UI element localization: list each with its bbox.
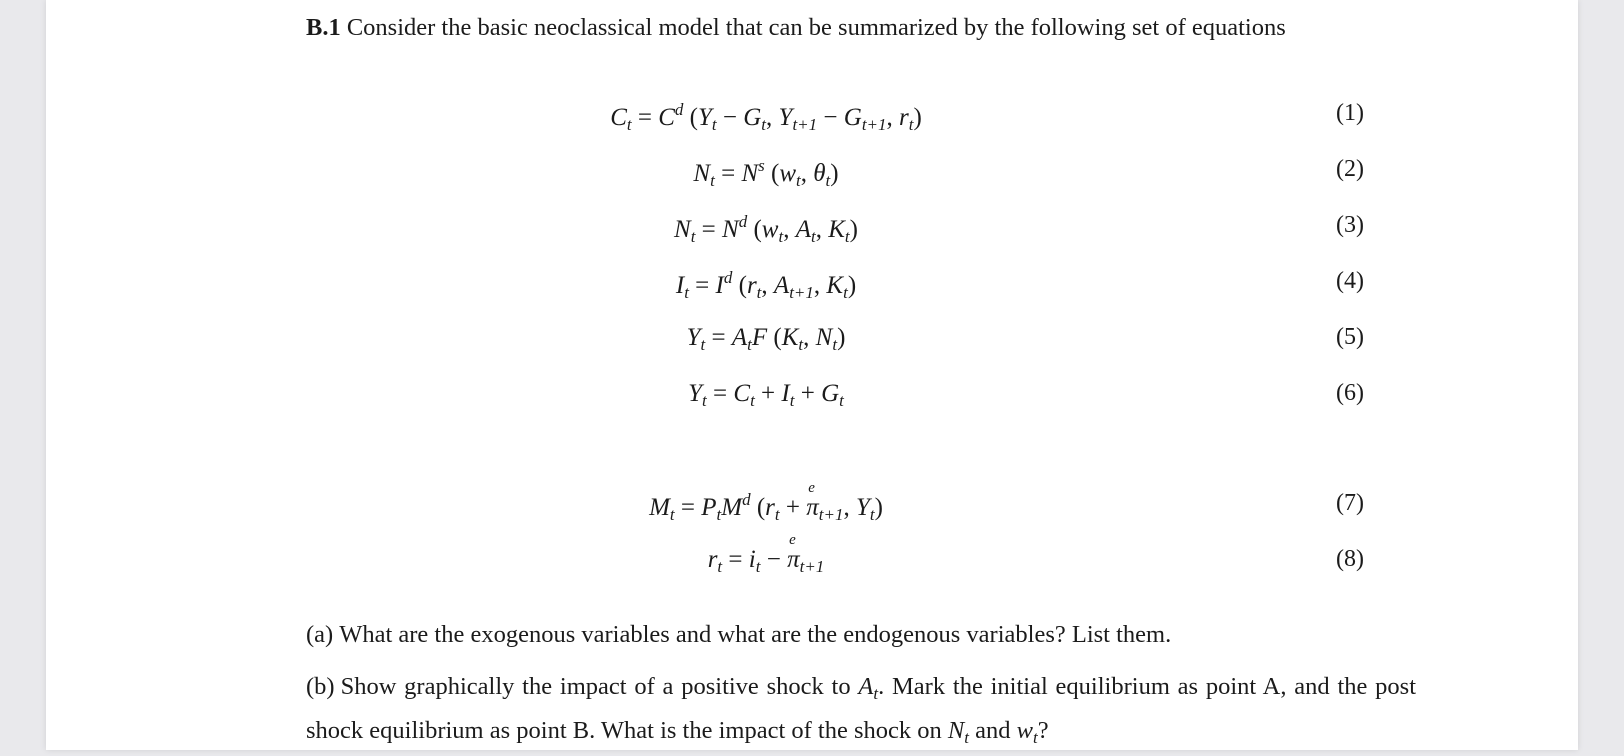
part-b-text-3: and the post shock equilibrium as point B. What is the impact of the shock on <box>306 673 1417 744</box>
equation-3 <box>46 212 1578 252</box>
equation-6 <box>46 380 1578 420</box>
part-b-text-5: ? <box>1037 717 1049 744</box>
question-intro: Consider the basic neoclassical model that can be summarized by the following set of equations <box>346 14 1286 41</box>
equation-4 <box>46 268 1578 308</box>
equation-2 <box>46 156 1578 196</box>
equation-5-number: (5) <box>1336 324 1364 350</box>
equation-8-body: $r_t = i_t - \pi$ e $_{t+1}$ <box>707 532 825 576</box>
question-number: B.1 <box>306 14 341 41</box>
part-a-label: (a) <box>306 621 334 648</box>
part-b-text-2: . Mark the initial equilibrium as point A, <box>878 673 1287 700</box>
question-header <box>306 14 1286 42</box>
part-a <box>306 616 1416 653</box>
equation-1-body: $C_t = C^d$ ($Y_t - G_t$, $Y_{t+1} - G_{t+1}$, $r_t$) <box>610 100 922 134</box>
equation-6-number: (6) <box>1336 380 1364 406</box>
equation-3-number: (3) <box>1336 212 1364 238</box>
part-b-text-1: Show graphically the impact of a positive shock to <box>340 673 851 700</box>
equation-8-number: (8) <box>1336 546 1364 572</box>
document-page <box>46 0 1578 750</box>
equation-7-body: $M_t = P_tM^d$ ($r_t + \pi$ e $_{t+1}$, $Y_t$) <box>649 480 883 524</box>
equation-2-body: $N_t = N^s$ ($w_t$, $\theta_t$) <box>693 156 839 190</box>
part-b-label: (b) <box>306 673 335 700</box>
equation-2-number: (2) <box>1336 156 1364 182</box>
part-b: (b) Show graphically the impact of a positive shock to $A_t$. Mark the initial equilibrium as point A, and the post shock equilibrium as point B. What is the impact of the shock on $N_t$ and $w_t$? <box>306 673 1417 747</box>
equation-7 <box>46 480 1578 530</box>
equation-5 <box>46 324 1578 364</box>
part-b-text-4: and <box>975 717 1011 744</box>
equation-1-number: (1) <box>1336 100 1364 126</box>
equation-5-body: $Y_t = A_tF$ ($K_t$, $N_t$) <box>686 324 846 354</box>
equation-4-number: (4) <box>1336 268 1364 294</box>
equation-4-body: $I_t = I^d$ ($r_t$, $A_{t+1}$, $K_t$) <box>675 268 857 302</box>
part-a-text: What are the exogenous variables and what are the endogenous variables? List them. <box>339 621 1172 648</box>
equation-8 <box>46 532 1578 586</box>
equation-3-body: $N_t = N^d$ ($w_t$, $A_t$, $K_t$) <box>674 212 858 246</box>
equation-6-body: $Y_t = C_t + I_t + G_t$ <box>688 380 844 410</box>
equation-1 <box>46 100 1578 140</box>
equation-7-number: (7) <box>1336 490 1364 516</box>
